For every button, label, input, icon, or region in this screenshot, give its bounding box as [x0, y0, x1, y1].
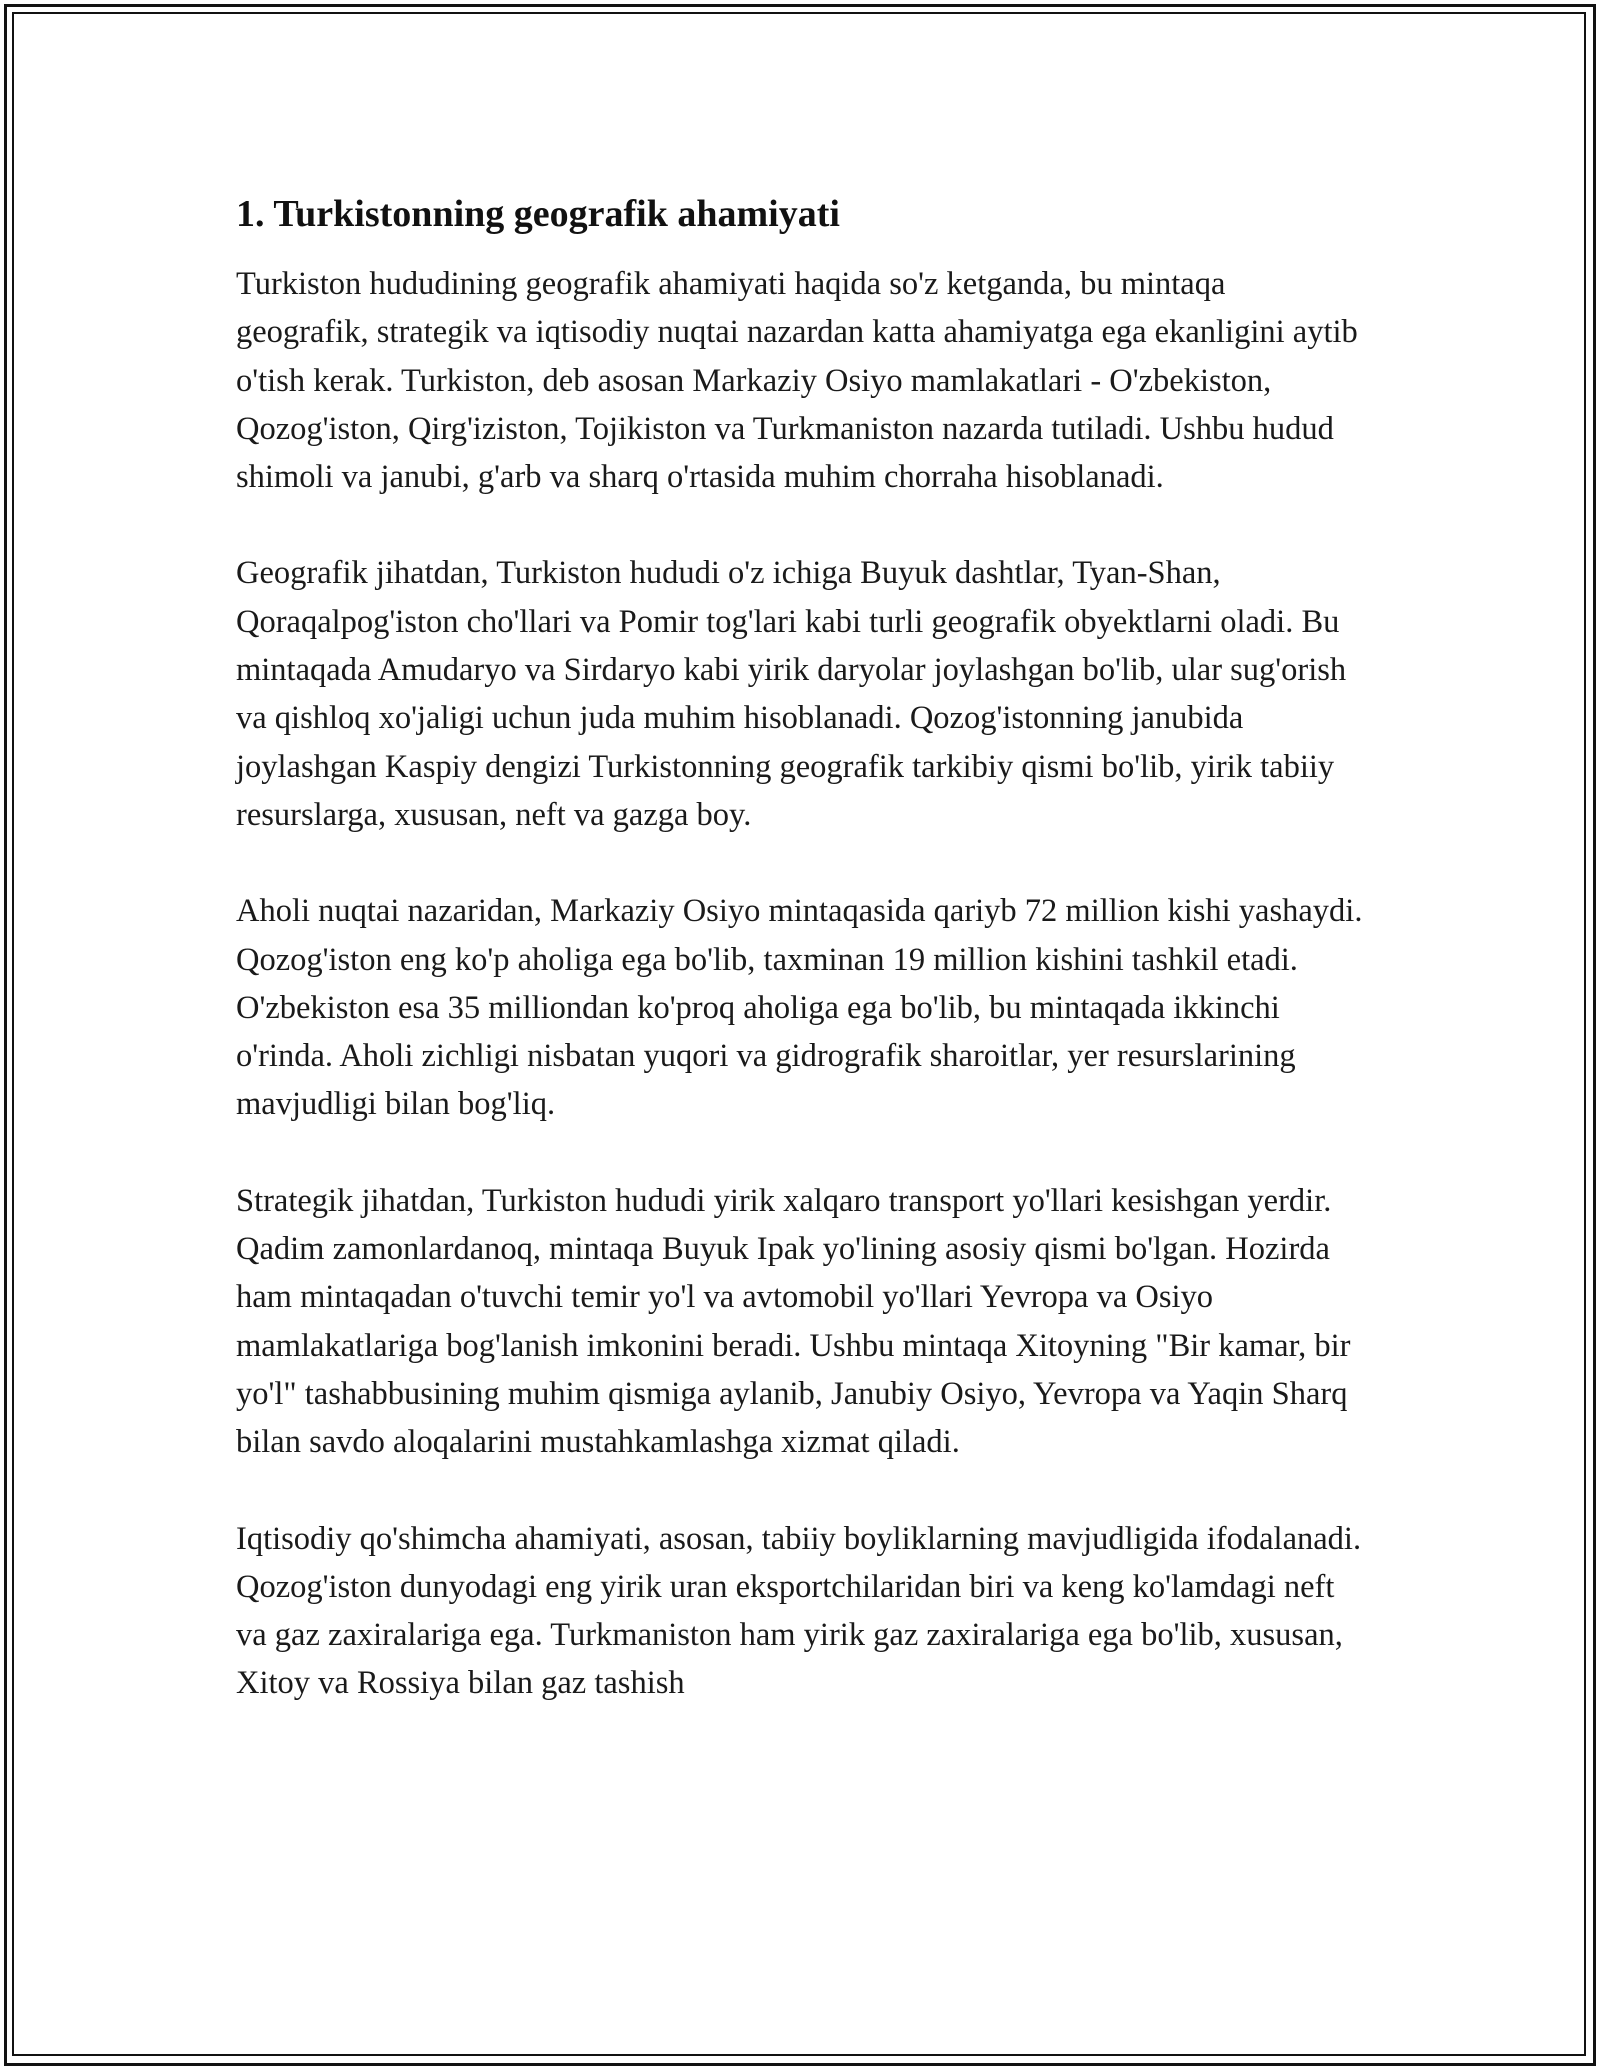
paragraph-1: Turkiston hududining geografik ahamiyati haqida so'z ketganda, bu mintaqa geografik, strategik va iqtisodiy nuqtai nazardan katta ahamiyatga ega ekanligini aytib o'tish kerak. Turkiston, deb asosan Markaziy Osiyo mamlakatlari - O'zbekiston, Qozog'iston, Qirg'iziston, Tojikiston va Turkmaniston nazarda tutiladi. Ushbu hudud shimoli va janubi, g'arb va sharq o'rtasida muhim chorraha hisoblanadi.	[236, 266, 1358, 496]
paragraph-5: Iqtisodiy qo'shimcha ahamiyati, asosan, tabiiy boyliklarning mavjudligida ifodalanadi. Qozog'iston dunyodagi eng yirik uran eksportchilaridan biri va keng ko'lamdagi neft va gaz zaxiralariga ega. Turkmaniston ham yirik gaz zaxiralariga ega bo'lib, xususan, Xitoy va Rossiya bilan gaz tashish	[236, 1520, 1362, 1702]
paragraph-3: Aholi nuqtai nazaridan, Markaziy Osiyo mintaqasida qariyb 72 million kishi yashaydi. Qozog'iston eng ko'p aholiga ega bo'lib, taxminan 19 million kishini tashkil etadi. O'zbekiston esa 35 milliondan ko'proq aholiga ega bo'lib, bu mintaqada ikkinchi o'rinda. Aholi zichligi nisbatan yuqori va gidrografik sharoitlar, yer resurslarining mavjudligi bilan bog'liq.	[236, 893, 1363, 1123]
document-body	[236, 190, 1366, 1756]
section-heading: 1. Turkistonning geografik ahamiyati	[236, 193, 840, 235]
paragraph-2: Geografik jihatdan, Turkiston hududi o'z ichiga Buyuk dashtlar, Tyan-Shan, Qoraqalpog'iston cho'llari va Pomir tog'lari kabi turli geografik obyektlarni oladi. Bu mintaqada Amudaryo va Sirdaryo kabi yirik daryolar joylashgan bo'lib, ular sug'orish va qishloq xo'jaligi uchun juda muhim hisoblanadi. Qozog'istonning janubida joylashgan Kaspiy dengizi Turkistonning geografik tarkibiy qismi bo'lib, yirik tabiiy resurslarga, xususan, neft va gazga boy.	[236, 555, 1347, 833]
paragraph-4: Strategik jihatdan, Turkiston hududi yirik xalqaro transport yo'llari kesishgan yerdir. Qadim zamonlardanoq, mintaqa Buyuk Ipak yo'lining asosiy qismi bo'lgan. Hozirda ham mintaqadan o'tuvchi temir yo'l va avtomobil yo'llari Yevropa va Osiyo mamlakatlariga bog'lanish imkonini beradi. Ushbu mintaqa Xitoyning "Bir kamar, bir yo'l" tashabbusining muhim qismiga aylanib, Janubiy Osiyo, Yevropa va Yaqin Sharq bilan savdo aloqalarini mustahkamlashga xizmat qiladi.	[236, 1182, 1351, 1461]
